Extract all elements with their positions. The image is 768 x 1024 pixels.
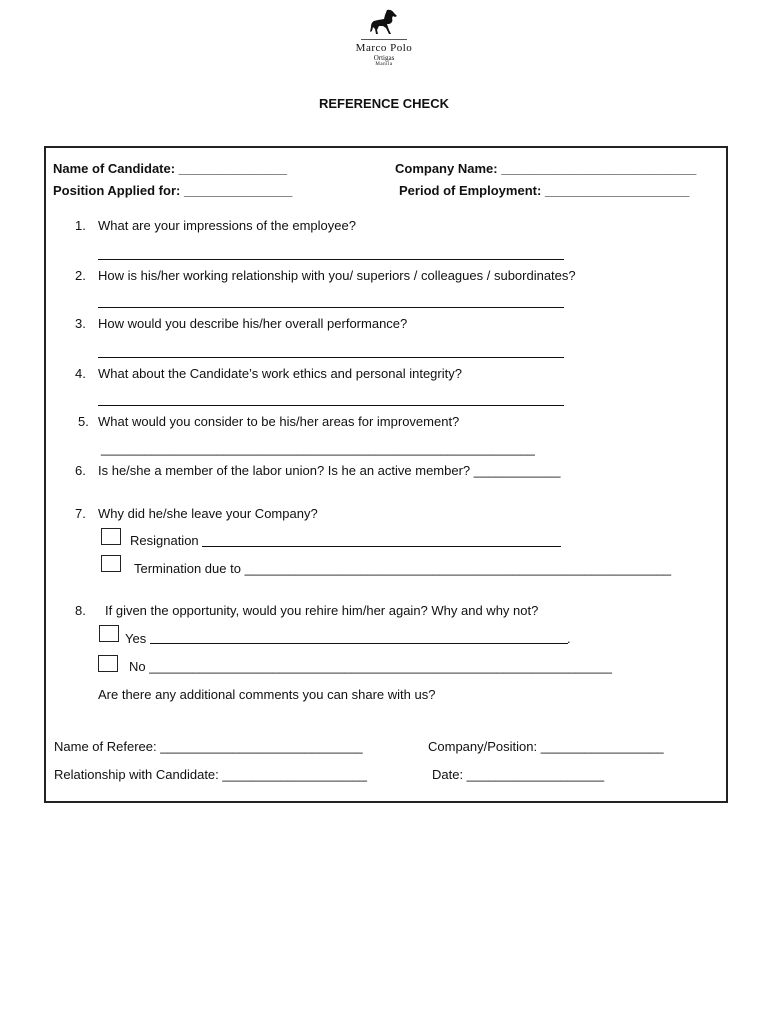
answer-line[interactable] bbox=[98, 307, 564, 308]
question-number: 3. bbox=[75, 316, 86, 331]
company-name-field[interactable]: Company Name: ___________________________ bbox=[395, 161, 697, 176]
termination-label[interactable]: Termination due to ___________________________________________________________ bbox=[134, 561, 672, 576]
answer-line[interactable] bbox=[98, 259, 564, 260]
question-text: Why did he/she leave your Company? bbox=[98, 506, 318, 521]
yes-line-end: . bbox=[567, 631, 571, 646]
question-text: Is he/she a member of the labor union? Is he an active member? ____________ bbox=[98, 463, 561, 478]
company-position-field[interactable]: Company/Position: _________________ bbox=[428, 739, 664, 754]
page-title: REFERENCE CHECK bbox=[318, 96, 449, 111]
no-label[interactable]: No ________________________________________________________________ bbox=[129, 659, 612, 674]
question-text: How would you describe his/her overall performance? bbox=[98, 316, 408, 331]
question-number: 5. bbox=[78, 414, 89, 429]
question-number: 7. bbox=[75, 506, 86, 521]
logo-name: Marco Polo bbox=[355, 42, 413, 54]
termination-checkbox[interactable] bbox=[101, 555, 121, 572]
question-number: 8. bbox=[75, 603, 86, 618]
answer-line[interactable] bbox=[98, 405, 564, 406]
question-text: What about the Candidate’s work ethics and personal integrity? bbox=[98, 366, 462, 381]
period-of-employment-field[interactable]: Period of Employment: ____________________ bbox=[399, 183, 690, 198]
marco-polo-logo bbox=[339, 8, 429, 80]
resignation-checkbox[interactable] bbox=[101, 528, 121, 545]
question-number: 6. bbox=[75, 463, 86, 478]
answer-line[interactable]: ____________________________________________________________ bbox=[101, 441, 535, 456]
logo-subtitle: Ortigas bbox=[373, 54, 395, 62]
position-applied-field[interactable]: Position Applied for: _______________ bbox=[53, 183, 293, 198]
question-text: If given the opportunity, would you rehire him/her again? Why and why not? bbox=[105, 603, 539, 618]
no-checkbox[interactable] bbox=[98, 655, 118, 672]
question-text: What would you consider to be his/her areas for improvement? bbox=[98, 414, 460, 429]
question-text: What are your impressions of the employee? bbox=[98, 218, 356, 233]
resignation-answer-line[interactable] bbox=[202, 546, 561, 547]
date-field[interactable]: Date: ___________________ bbox=[432, 767, 605, 782]
yes-answer-line[interactable] bbox=[150, 643, 568, 644]
question-number: 2. bbox=[75, 268, 86, 283]
question-number: 4. bbox=[75, 366, 86, 381]
name-of-referee-field[interactable]: Name of Referee: ____________________________ bbox=[54, 739, 363, 754]
logo-city: Manila bbox=[375, 62, 393, 67]
additional-comments-question: Are there any additional comments you can share with us? bbox=[98, 687, 436, 702]
question-number: 1. bbox=[75, 218, 86, 233]
horse-icon bbox=[367, 8, 401, 36]
name-of-candidate-field[interactable]: Name of Candidate: _______________ bbox=[53, 161, 288, 176]
question-text: How is his/her working relationship with you/ superiors / colleagues / subordinates? bbox=[98, 268, 576, 283]
yes-label: Yes bbox=[125, 631, 147, 646]
relationship-field[interactable]: Relationship with Candidate: ____________________ bbox=[54, 767, 367, 782]
logo-rule bbox=[361, 39, 407, 40]
resignation-label: Resignation bbox=[130, 533, 199, 548]
yes-checkbox[interactable] bbox=[99, 625, 119, 642]
answer-line[interactable] bbox=[98, 357, 564, 358]
